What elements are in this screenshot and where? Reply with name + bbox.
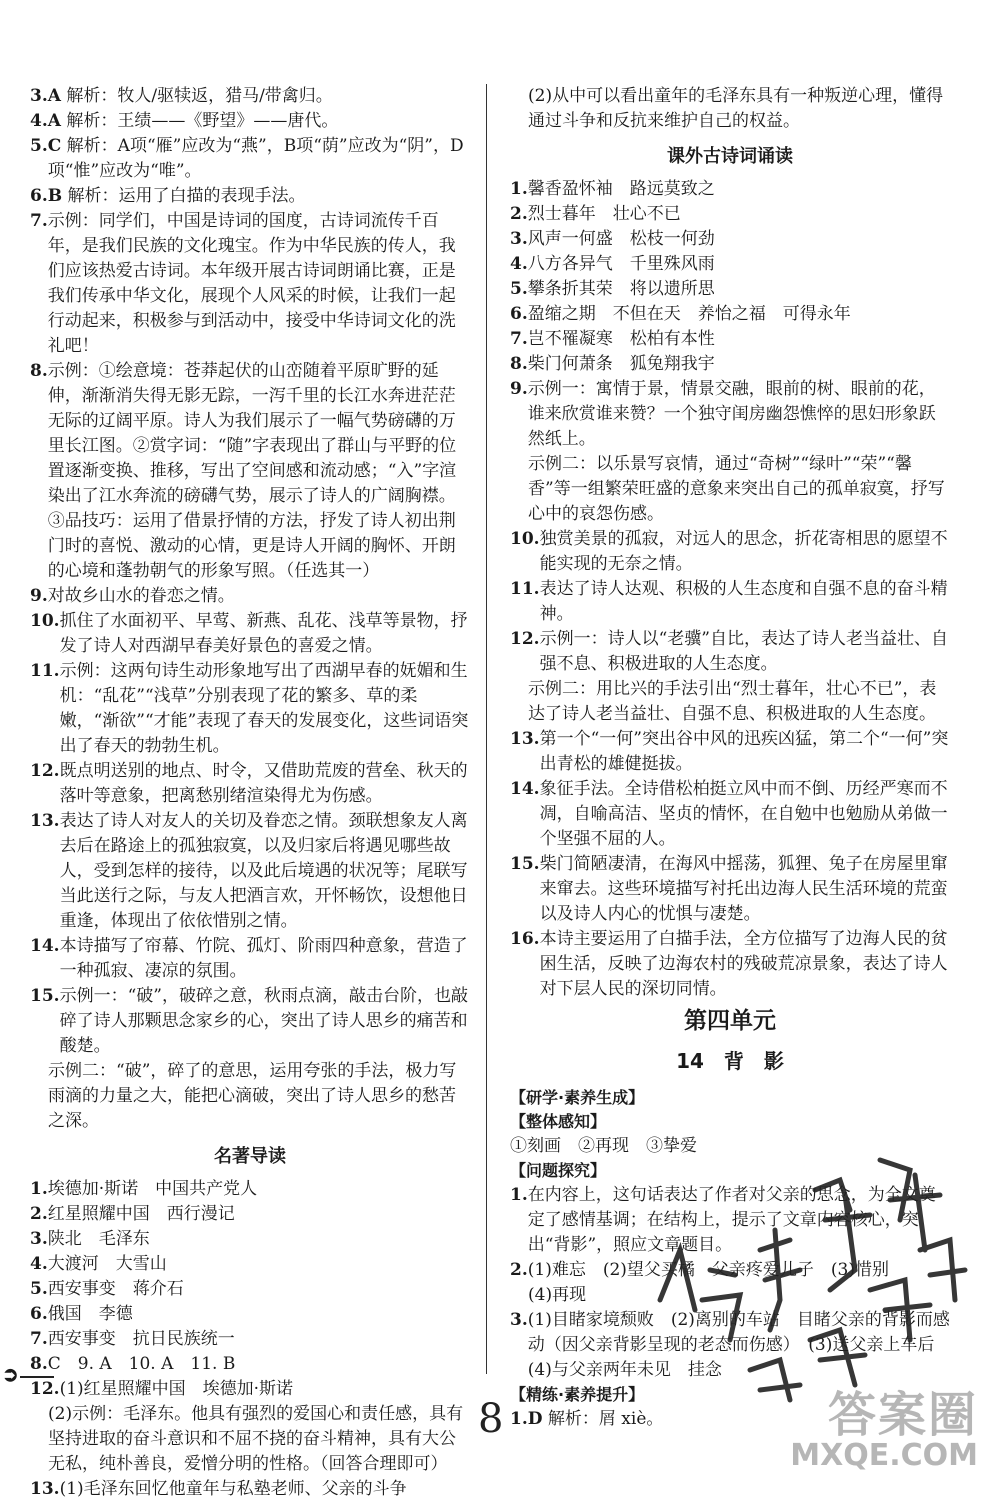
- item-number: [510, 677, 528, 727]
- answer-item: [510, 527, 950, 577]
- item-text: (2)示例：毛泽东。他具有强烈的爱国心和责任感，具有坚持进取的奋斗意识和不屈不挠的奋斗精神，具有大公无私，纯朴善良，爱憎分明的性格。（回答合理即可）: [48, 1404, 464, 1474]
- item-number: 4.: [30, 1254, 48, 1274]
- page-number: 8: [478, 1396, 504, 1442]
- answer-item: [30, 1177, 470, 1202]
- answer-item: [510, 1308, 950, 1383]
- item-text: 陕北 毛泽东: [47, 1229, 150, 1249]
- item-number: 8.: [30, 361, 48, 381]
- item-number: 13.: [30, 811, 60, 831]
- answer-item: [510, 377, 950, 452]
- item-text: 表达了诗人达观、积极的人生态度和自强不息的奋斗精神。: [539, 579, 948, 624]
- classic-reading-answer-list: [30, 1177, 470, 1502]
- item-number: 6.: [30, 1304, 48, 1324]
- answer-item: [30, 1202, 470, 1227]
- item-text: (1)毛泽东回忆他童年与私塾老师、父亲的斗争: [59, 1479, 407, 1499]
- item-text: 象征手法。全诗借松柏挺立风中而不倒、历经严寒而不凋，自喻高洁、坚贞的情怀，在自勉中也勉励从弟做一个坚强不屈的人。: [539, 779, 948, 849]
- item-text: 示例一：诗人以“老骥”自比，表达了诗人老当益壮、自强不息、积极进取的人生态度。: [539, 629, 948, 674]
- choice-letter: C: [47, 136, 62, 156]
- item-number: 9.: [30, 586, 48, 606]
- item-text: 攀条折其荣 将以遗所思: [527, 279, 715, 299]
- answer-item: [510, 852, 950, 927]
- left-column: [30, 84, 470, 1502]
- answer-item: [30, 1377, 470, 1402]
- answer-item: [30, 184, 470, 209]
- item-number: 10.: [30, 611, 60, 631]
- item-number: 6.: [510, 304, 528, 324]
- item-number: 3.: [30, 86, 48, 106]
- left-answer-list: [30, 84, 470, 1134]
- item-number: 7.: [30, 1329, 48, 1349]
- heading-problem-inquiry: 【问题探究】: [510, 1161, 607, 1180]
- item-number: 11.: [510, 579, 540, 599]
- item-text: 柴门何萧条 狐兔翔我宇: [527, 354, 715, 374]
- item-text: C 9. A 10. A 11. B: [47, 1354, 236, 1374]
- corner-arrow-icon: ➲: [2, 1362, 19, 1386]
- watermark-title: 答案圈: [827, 1387, 978, 1443]
- item-text: 独赏美景的孤寂，对远人的思念，折花寄相思的愿望不能实现的无奈之情。: [539, 529, 948, 574]
- item-text: 本诗主要运用了白描手法，全方位描写了边海人民的贫困生活，反映了边海农村的残破荒凉景象，表达了诗人对下层人民的深切同情。: [539, 929, 948, 999]
- answer-item: [510, 252, 950, 277]
- item-number: 2.: [510, 204, 528, 224]
- answer-item: [510, 1283, 950, 1308]
- item-number: 7.: [30, 211, 48, 231]
- choice-letter: D: [527, 1409, 543, 1429]
- answer-item: [30, 1277, 470, 1302]
- item-number: 10.: [510, 529, 540, 549]
- answer-item: [30, 109, 470, 134]
- answer-item: [30, 809, 470, 934]
- answer-item: [510, 277, 950, 302]
- watermark-url: MXQE.COM: [790, 1438, 978, 1473]
- answer-item: [30, 1352, 470, 1377]
- item-number: 1.: [510, 179, 528, 199]
- item-number: 16.: [510, 929, 540, 949]
- item-number: 7.: [510, 329, 528, 349]
- right-answer-list: [510, 84, 950, 134]
- item-text: 八方各异气 千里殊风雨: [527, 254, 715, 274]
- item-number: 1.: [510, 1409, 528, 1429]
- answer-item: [510, 302, 950, 327]
- item-number: 13.: [30, 1479, 60, 1499]
- perception-answers: ①刻画 ②再现 ③挚爱: [510, 1136, 697, 1156]
- item-text: 示例二：用比兴的手法引出“烈士暮年，壮心不已”，表达了诗人老当益壮、自强不息、积极进取的人生态度。: [528, 679, 937, 724]
- item-text: 盈缩之期 不但在天 养怡之福 可得永年: [527, 304, 851, 324]
- item-text: 示例：同学们，中国是诗词的国度，古诗词流传千百年，是我们民族的文化瑰宝。作为中华民族的传人，我们应该热爱古诗词。本年级开展古诗词朗诵比赛，正是我们传承中华文化，展现个人风采的时候，让我们一起行动起来，积极参与到活动中，接受中华诗词文化的洗礼吧！: [47, 211, 456, 356]
- answer-item: [510, 327, 950, 352]
- answer-item: [510, 452, 950, 527]
- item-text: 表达了诗人对友人的关切及眷恋之情。颈联想象友人离去后在路途上的孤独寂寞，以及归家后将遇见哪些故人，受到怎样的接待，以及此后境遇的状况等；尾联写当此送行之际，与友人把酒言欢，开怀畅饮，设想他日重逢，体现出了依依惜别之情。: [59, 811, 468, 931]
- item-text: 柴门简陋凄清，在海风中摇荡，狐狸、兔子在房屋里窜来窜去。这些环境描写衬托出边海人民生活环境的荒蛮以及诗人内心的忧惧与凄楚。: [539, 854, 948, 924]
- answer-item: [30, 1302, 470, 1327]
- item-text: 馨香盈怀袖 路远莫致之: [527, 179, 715, 199]
- item-text: 西安事变 抗日民族统一: [47, 1329, 235, 1349]
- answer-item: [510, 777, 950, 852]
- answer-item: [30, 209, 470, 359]
- item-number: 12.: [30, 1379, 60, 1399]
- watermark: [790, 1387, 978, 1473]
- item-number: 12.: [30, 761, 60, 781]
- item-text: (4)再现: [528, 1285, 587, 1305]
- item-text: 红星照耀中国 西行漫记: [47, 1204, 235, 1224]
- item-text: 示例二：以乐景写哀情，通过“奇树”“绿叶”“荣”“馨香”等一组繁荣旺盛的意象来突出自己的孤单寂寞，抒写心中的哀怨伤感。: [528, 454, 945, 524]
- item-text: 埃德加·斯诺 中国共产党人: [47, 1179, 258, 1199]
- answer-item: [30, 584, 470, 609]
- item-text: 岂不罹凝寒 松柏有本性: [527, 329, 715, 349]
- choice-letter: A: [47, 86, 61, 106]
- item-text: 在内容上，这句话表达了作者对父亲的思念，为全文奠定了感情基调；在结构上，提示了文章内容核心，突出“背影”，照应文章题目。: [527, 1185, 936, 1255]
- item-number: 2.: [510, 1260, 528, 1280]
- item-text: 对故乡山水的眷恋之情。: [47, 586, 235, 606]
- item-number: [30, 1402, 48, 1477]
- item-number: 12.: [510, 629, 540, 649]
- item-number: [510, 84, 528, 134]
- item-text: 解析：牧人/驱犊返，猎马/带禽归。: [60, 86, 333, 106]
- section-title-classic-reading: 名著导读: [214, 1146, 286, 1167]
- item-number: 8.: [510, 354, 528, 374]
- inquiry-answer-list: [510, 1183, 950, 1383]
- item-text: 大渡河 大雪山: [47, 1254, 167, 1274]
- item-number: 5.: [30, 136, 48, 156]
- section-title-extra-poems: 课外古诗词诵读: [667, 146, 793, 167]
- item-text: (1)难忘 (2)望父买橘 父亲疼爱儿子 (3)惜别: [527, 1260, 889, 1280]
- item-text: 示例二：“破”，碎了的意思，运用夸张的手法，极力写雨滴的力量之大，能把心滴破，突出了诗人思乡的愁苦之深。: [48, 1061, 457, 1131]
- choice-letter: B: [47, 186, 63, 206]
- heading-study: 【研学·素养生成】: [510, 1088, 645, 1107]
- answer-item: [510, 677, 950, 727]
- extra-poems-answer-list: [510, 177, 950, 1002]
- item-number: [30, 1059, 48, 1134]
- item-text: 解析：屑 xiè。: [542, 1409, 664, 1429]
- item-number: 9.: [510, 379, 528, 399]
- item-text: 示例：①绘意境：苍莽起伏的山峦随着平原旷野的延伸，渐渐消失得无影无踪，一泻千里的长江水奔进茫茫无际的辽阔平原。诗人为我们展示了一幅气势磅礴的万里长江图。②赏字词：“随”字表现出了群山与平野的位置逐渐变换、推移，写出了空间感和流动感；“入”字渲染出了江水奔流的磅礴气势，展示了诗人的广阔胸襟。③品技巧：运用了借景抒情的方法，抒发了诗人初出荆门时的喜悦、激动的心情，更是诗人开阔的胸怀、开朗的心境和蓬勃朝气的形象写照。（任选其一）: [47, 361, 457, 581]
- item-number: 11.: [30, 661, 60, 681]
- answer-item: [30, 1059, 470, 1134]
- unit-title: 第四单元: [684, 1008, 776, 1034]
- answer-item: [30, 1402, 470, 1477]
- answer-item: [510, 84, 950, 134]
- answer-item: [510, 177, 950, 202]
- item-text: 俄国 李德: [47, 1304, 133, 1324]
- item-number: 14.: [30, 936, 60, 956]
- item-number: [510, 452, 528, 527]
- item-text: 既点明送别的地点、时令，又借助荒废的营垒、秋天的落叶等意象，把离愁别绪渲染得尤为伤感。: [59, 761, 468, 806]
- item-text: 第一个“一何”突出谷中风的迅疾凶猛，第二个“一何”突出青松的雄健挺拔。: [539, 729, 949, 774]
- item-text: (1)红星照耀中国 埃德加·斯诺: [59, 1379, 294, 1399]
- choice-letter: A: [47, 111, 61, 131]
- item-text: 解析：A项“雁”应改为“燕”，B项“荫”应改为“阴”，D项“惟”应改为“唯”。: [47, 136, 464, 181]
- answer-item: [30, 1327, 470, 1352]
- item-number: 8.: [30, 1354, 48, 1374]
- item-number: 3.: [30, 1229, 48, 1249]
- answer-item: [30, 84, 470, 109]
- item-text: 示例一：寓情于景，情景交融，眼前的树、眼前的花，谁来欣赏谁来赞？一个独守闺房幽怨憔悴的思妇形象跃然纸上。: [527, 379, 936, 449]
- lesson-title: 14 背 影: [676, 1049, 784, 1073]
- answer-item: [30, 134, 470, 184]
- answer-item: [30, 359, 470, 584]
- item-number: 15.: [510, 854, 540, 874]
- answer-item: [510, 627, 950, 677]
- column-divider: [486, 84, 487, 1374]
- answer-item: [30, 934, 470, 984]
- item-text: 风声一何盛 松枝一何劲: [527, 229, 715, 249]
- item-number: 3.: [510, 229, 528, 249]
- answer-item: [30, 984, 470, 1059]
- item-number: 2.: [30, 1204, 48, 1224]
- item-text: 示例一：“破”，破碎之意，秋雨点滴，敲击台阶，也敲碎了诗人那颗思念家乡的心，突出了诗人思乡的痛苦和酸楚。: [59, 986, 468, 1056]
- item-number: 5.: [30, 1279, 48, 1299]
- item-number: 4.: [510, 254, 528, 274]
- item-number: 1.: [30, 1179, 48, 1199]
- item-text: 解析：运用了白描的表现手法。: [62, 186, 306, 206]
- answer-item: [30, 659, 470, 759]
- item-text: 示例：这两句诗生动形象地写出了西湖早春的妩媚和生机：“乱花”“浅草”分别表现了花的繁多、草的柔嫩，“渐欲”“才能”表现了春天的发展变化，这些词语突出了春天的勃勃生机。: [59, 661, 469, 756]
- answer-item: [30, 759, 470, 809]
- item-number: 13.: [510, 729, 540, 749]
- item-number: 1.: [510, 1185, 528, 1205]
- answer-item: [30, 1477, 470, 1502]
- item-text: (1)目睹家境颓败 (2)离别的车站 目睹父亲的背影而感动（因父亲背影呈现的老态而伤感） (3)送父亲上车后 (4)与父亲两年未见 挂念: [527, 1310, 952, 1380]
- corner-rule: [20, 1376, 54, 1378]
- answer-item: [510, 577, 950, 627]
- item-number: 14.: [510, 779, 540, 799]
- item-text: 烈士暮年 壮心不已: [527, 204, 681, 224]
- item-number: 5.: [510, 279, 528, 299]
- answer-item: [510, 927, 950, 1002]
- item-number: 6.: [30, 186, 48, 206]
- item-text: 抓住了水面初平、早莺、新燕、乱花、浅草等景物，抒发了诗人对西湖早春美好景色的喜爱之情。: [59, 611, 468, 656]
- item-number: 3.: [510, 1310, 528, 1330]
- item-text: 解析：王绩——《野望》——唐代。: [60, 111, 339, 131]
- answer-item: [30, 1252, 470, 1277]
- answer-item: [510, 227, 950, 252]
- item-text: (2)从中可以看出童年的毛泽东具有一种叛逆心理，懂得通过斗争和反抗来维护自己的权益。: [528, 86, 944, 131]
- heading-practice: 【精练·素养提升】: [510, 1385, 645, 1404]
- item-text: 本诗描写了帘幕、竹院、孤灯、阶雨四种意象，营造了一种孤寂、凄凉的氛围。: [59, 936, 468, 981]
- item-number: 15.: [30, 986, 60, 1006]
- answer-item: [510, 1258, 950, 1283]
- answer-item: [510, 202, 950, 227]
- item-text: 西安事变 蒋介石: [47, 1279, 184, 1299]
- answer-item: [510, 727, 950, 777]
- item-number: 4.: [30, 111, 48, 131]
- heading-overall-perception: 【整体感知】: [510, 1112, 607, 1131]
- answer-item: [510, 352, 950, 377]
- item-number: [510, 1283, 528, 1308]
- answer-item: [510, 1183, 950, 1258]
- answer-item: [30, 1227, 470, 1252]
- right-column: [510, 84, 950, 1432]
- answer-item: [30, 609, 470, 659]
